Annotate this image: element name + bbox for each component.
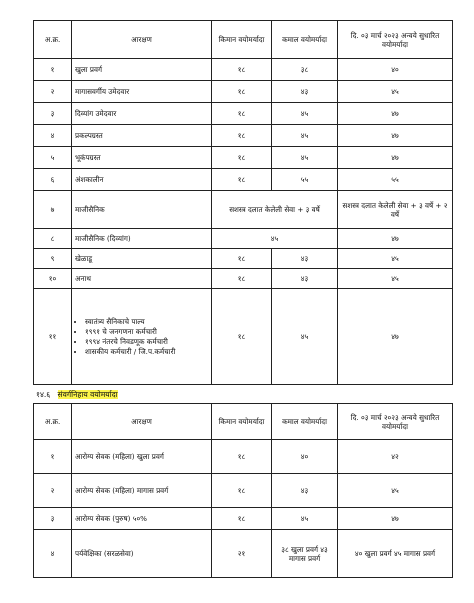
cell-max-age: ४५ (272, 103, 338, 125)
table-row (34, 249, 453, 269)
table-row (34, 125, 453, 147)
cell-category: माजीसैनिक (दिव्यांग) (72, 229, 212, 249)
cell-serial: २ (34, 81, 72, 103)
cell-category: आरोग्य सेवक (महिला) खुला प्रवर्ग (72, 440, 212, 474)
cell-serial: ५ (34, 147, 72, 169)
section-heading (36, 390, 118, 400)
cell-merged-age: ४५ (212, 229, 338, 249)
cell-max-age: ४३ (272, 81, 338, 103)
cell-min-age: १८ (212, 59, 272, 81)
cell-category: अंशकालीन (72, 169, 212, 191)
col-header-serial: अ.क्र. (34, 21, 72, 59)
list-item: • १९९४ नंतरचे निवडणूक कर्मचारी (85, 337, 208, 346)
cell-serial: १ (34, 59, 72, 81)
cell-serial: ८ (34, 229, 72, 249)
cell-revised-age: ४५ (338, 249, 453, 269)
cell-max-age: ४५ (272, 125, 338, 147)
cell-serial: १ (34, 440, 72, 474)
cell-category-list (72, 289, 212, 385)
cell-min-age: १८ (212, 289, 272, 385)
table-row (34, 59, 453, 81)
cell-max-age: ४३ (272, 269, 338, 289)
table-row (34, 289, 453, 385)
cell-revised-age: ४७ (338, 508, 453, 530)
col-header-max-age: कमाल वयोमर्यादा (272, 21, 338, 59)
cell-serial: ७ (34, 191, 72, 229)
cell-revised-age: ४७ (338, 289, 453, 385)
cell-min-age: १८ (212, 474, 272, 508)
cell-max-age: ३८ खुला प्रवर्ग ४३ मागास प्रवर्ग (272, 530, 338, 578)
cell-revised-age: ५५ (338, 169, 453, 191)
table-row (34, 508, 453, 530)
col-header-revised-age: दि. ०३ मार्च २०२३ अन्वये सुधारित वयोमर्यादा (338, 21, 453, 59)
cell-min-age: १८ (212, 508, 272, 530)
col-header-serial: अ.क्र. (34, 404, 72, 440)
cell-serial: १० (34, 269, 72, 289)
cell-category: अनाथ (72, 269, 212, 289)
cell-category: खेळाडू (72, 249, 212, 269)
list-item: • शासकीय कर्मचारी / जि.प.कर्मचारी (85, 347, 208, 356)
cell-min-age: १८ (212, 440, 272, 474)
cell-serial: ४ (34, 530, 72, 578)
table-row (34, 530, 453, 578)
cell-revised-age: ४२ (338, 440, 453, 474)
cell-min-age: १८ (212, 81, 272, 103)
age-limit-table (33, 20, 453, 385)
cell-max-age: ४५ (272, 147, 338, 169)
list-item: • १९९१ चे जनगणना कर्मचारी (85, 327, 208, 336)
cell-serial: ३ (34, 508, 72, 530)
cell-serial: २ (34, 474, 72, 508)
cell-category: खुला प्रवर्ग (72, 59, 212, 81)
cell-revised-age: सशस्त्र दलात केलेली सेवा + ३ वर्षे + २ वर्षे (338, 191, 453, 229)
cell-revised-age: ४७ (338, 103, 453, 125)
cell-revised-age: ४७ (338, 147, 453, 169)
cell-revised-age: ४५ (338, 81, 453, 103)
cell-revised-age: ४० (338, 59, 453, 81)
cell-min-age: १८ (212, 169, 272, 191)
cell-revised-age: ४७ (338, 229, 453, 249)
cell-min-age: १८ (212, 249, 272, 269)
section-title: संवर्गनिहाय वयोमर्यादा (57, 390, 118, 399)
cell-revised-age: ४५ (338, 269, 453, 289)
cell-max-age: ४३ (272, 249, 338, 269)
table-row (34, 81, 453, 103)
cell-min-age: १८ (212, 269, 272, 289)
section-number: १४.६ (36, 390, 51, 399)
cell-min-age: १८ (212, 147, 272, 169)
cell-category: भूकंपग्रस्त (72, 147, 212, 169)
cell-max-age: ३८ (272, 59, 338, 81)
table-row (34, 169, 453, 191)
cell-merged-age: सशस्त्र दलात केलेली सेवा + ३ वर्षे (212, 191, 338, 229)
table-row (34, 147, 453, 169)
cell-revised-age: ४५ (338, 474, 453, 508)
cell-max-age: ४५ (272, 508, 338, 530)
table-row (34, 229, 453, 249)
cell-category: दिव्यांग उमेदवार (72, 103, 212, 125)
cell-serial: ३ (34, 103, 72, 125)
category-bullet-list (75, 317, 208, 356)
cell-min-age: १८ (212, 103, 272, 125)
table-row (34, 474, 453, 508)
col-header-category: आरक्षण (72, 404, 212, 440)
cell-min-age: १८ (212, 125, 272, 147)
table-row (34, 191, 453, 229)
cell-min-age: २१ (212, 530, 272, 578)
cadre-age-limit-table (33, 403, 453, 578)
cell-category: मागासवर्गीय उमेदवार (72, 81, 212, 103)
col-header-min-age: किमान वयोमर्यादा (212, 404, 272, 440)
cell-serial: ४ (34, 125, 72, 147)
cell-serial: ११ (34, 289, 72, 385)
table-row (34, 103, 453, 125)
col-header-revised-age: दि. ०३ मार्च २०२३ अन्वये सुधारित वयोमर्यादा (338, 404, 453, 440)
col-header-category: आरक्षण (72, 21, 212, 59)
cell-max-age: ४० (272, 440, 338, 474)
cell-category: प्रकल्पग्रस्त (72, 125, 212, 147)
cell-revised-age: ४७ (338, 125, 453, 147)
cell-serial: ९ (34, 249, 72, 269)
cell-max-age: ५५ (272, 169, 338, 191)
cell-category: पर्यवेक्षिका (सरळसेवा) (72, 530, 212, 578)
cell-revised-age: ४० खुला प्रवर्ग ४५ मागास प्रवर्ग (338, 530, 453, 578)
col-header-min-age: किमान वयोमर्यादा (212, 21, 272, 59)
table-row (34, 269, 453, 289)
col-header-max-age: कमाल वयोमर्यादा (272, 404, 338, 440)
cell-category: माजीसैनिक (72, 191, 212, 229)
table-header-row (34, 21, 453, 59)
list-item: • स्वातंत्र्य सैनिकाचे पाल्य (85, 317, 208, 326)
cell-category: आरोग्य सेवक (पुरुष) ५०% (72, 508, 212, 530)
table-row (34, 440, 453, 474)
cell-max-age: ४५ (272, 289, 338, 385)
cell-max-age: ४३ (272, 474, 338, 508)
cell-serial: ६ (34, 169, 72, 191)
cell-category: आरोग्य सेवक (महिला) मागास प्रवर्ग (72, 474, 212, 508)
table-header-row (34, 404, 453, 440)
